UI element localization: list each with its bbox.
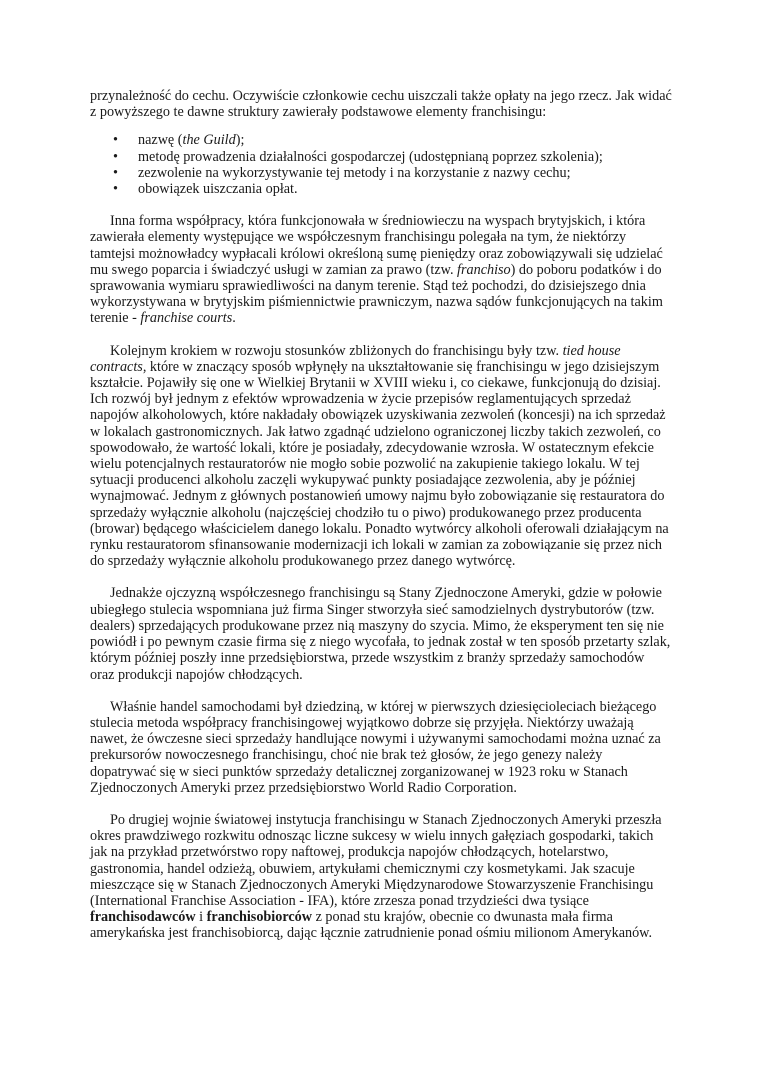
document-page	[90, 88, 672, 942]
list-item: • metodę prowadzenia działalności gospodarczej (udostępnianą poprzez szkolenia);	[113, 148, 603, 165]
bullet-icon: •	[113, 132, 118, 149]
paragraph-franchise-courts: Inna forma współpracy, która funkcjonowała w średniowieczu na wyspach brytyjskich, i która zawierała elementy występujące we współczesnym franchisingu polegała na tym, że niektórzy tamtejsi możnowładcy wypłacali królowi określoną sumę pieniędzy oraz zobowiązywali się udzielać mu swego poparcia i świadczyć usługi w zamian za prawo (tzw. franchiso) do poboru podatków i do sprawowania wymiaru sprawiedliwości na danym terenie. Stąd też pochodzi, do dzisiejszego dnia wykorzystywana w brytyjskim piśmiennictwie prawniczym, nazwa sądów funkcjonujących na takim terenie - franchise courts.	[90, 213, 663, 327]
paragraph-singer: Jednakże ojczyzną współczesnego franchisingu są Stany Zjednoczone Ameryki, gdzie w połowie ubiegłego stulecia wspomniana już firma Singer stworzyła sieć samodzielnych dystrybutorów (tzw. dealers) sprzedających produkowane przez nią maszyny do szycia. Mimo, że eksperyment ten się nie powiódł i po pewnym czasie firma się z niego wycofała, to jednak został w ten sposób przetarty szlak, którym później poszły inne przedsiębiorstwa, przede wszystkim z branży sprzedaży samochodów oraz produkcji napojów chłodzących.	[90, 585, 671, 683]
bullet-icon: •	[113, 148, 118, 165]
elements-list	[90, 132, 672, 197]
bullet-icon: •	[113, 164, 118, 181]
list-item: • nazwę (the Guild);	[113, 132, 245, 149]
intro-paragraph: przynależność do cechu. Oczywiście członkowie cechu uiszczali także opłaty na jego rzecz. Jak widać z powyższego te dawne struktury zawierały podstawowe elementy franchisingu:	[90, 88, 672, 121]
spacer	[90, 569, 672, 585]
spacer	[90, 197, 672, 213]
paragraph-car-trade: Właśnie handel samochodami był dziedziną, w której w pierwszych dziesięcioleciach bieżącego stulecia metoda współpracy franchisingowej wyjątkowo dobrze się przyjęła. Niektórzy uważają nawet, że ówczesne sieci sprzedaży handlujące nowymi i używanymi samochodami można uznać za prekursorów nowoczesnego franchisingu, choć nie brak też głosów, że jego genezy należy dopatrywać się w sieci punktów sprzedaży detalicznej zorganizowanej w 1923 roku w Stanach Zjednoczonych Ameryki przez przedsiębiorstwo World Radio Corporation.	[90, 698, 661, 796]
list-item: • zezwolenie na wykorzystywanie tej metody i na korzystanie z nazwy cechu;	[113, 164, 571, 181]
paragraph-postwar: Po drugiej wojnie światowej instytucja franchisingu w Stanach Zjednoczonych Ameryki przeszła okres prawdziwego rozkwitu odnosząc liczne sukcesy w wielu innych gałęziach gospodarki, takich jak na przykład przetwórstwo ropy naftowej, produkcja napojów chłodzących, hotelarstwo, gastronomia, handel odzieżą, obuwiem, artykułami chemicznymi czy kosmetykami. Jak szacuje mieszczące się w Stanach Zjednoczonych Ameryki Międzynarodowe Stowarzyszenie Franchisingu (International Franchise Association - IFA), które zrzesza ponad trzydzieści dwa tysiące franchisodawców i franchisobiorców z ponad stu krajów, obecnie co dwunasta mała firma amerykańska jest franchisobiorcą, dając łącznie zatrudnienie ponad ośmiu milionom Amerykanów.	[90, 811, 662, 942]
paragraph-tied-house: Kolejnym krokiem w rozwoju stosunków zbliżonych do franchisingu były tzw. tied house contracts, które w znaczący sposób wpłynęły na ukształtowanie się franchisingu w jego dzisiejszym kształcie. Pojawiły się one w Wielkiej Brytanii w XVIII wieku i, co ciekawe, funkcjonują do dzisiaj. Ich rozwój był jednym z efektów wprowadzenia w życie przepisów reglamentujących sprzedaż napojów alkoholowych, które nakładały obowiązek uzyskiwania zezwoleń (koncesji) na ich sprzedaż w lokalach gastronomicznych. Jak łatwo zgadnąć udzielono ograniczonej liczby takich zezwoleń, co spowodowało, że wartość lokali, które je posiadały, zdecydowanie wzrosła. W ostatecznym efekcie wielu potencjalnych restauratorów nie mogło sobie pozwolić na zakupienie takiego lokalu. W tej sytuacji producenci alkoholu zaczęli wykupywać punkty posiadające zezwolenia, aby je później wynajmować. Jednym z głównych postanowień umowy najmu było zobowiązanie się restauratora do sprzedaży wyłącznie alkoholu (najczęściej chodziło tu o piwo) produkowanego przez producenta (browar) będącego właścicielem danego lokalu. Ponadto wytwórcy alkoholi oferowali działającym na rynku restauratorom sfinansowanie modernizacji ich lokali w zamian za zobowiązanie się przez nich do sprzedaży wyłącznie alkoholu produkowanego przez danego wytwórcę.	[90, 342, 669, 570]
spacer	[90, 683, 672, 699]
bullet-icon: •	[113, 181, 118, 198]
spacer	[90, 796, 672, 812]
spacer	[90, 327, 672, 343]
list-item: • obowiązek uiszczania opłat.	[113, 181, 298, 198]
